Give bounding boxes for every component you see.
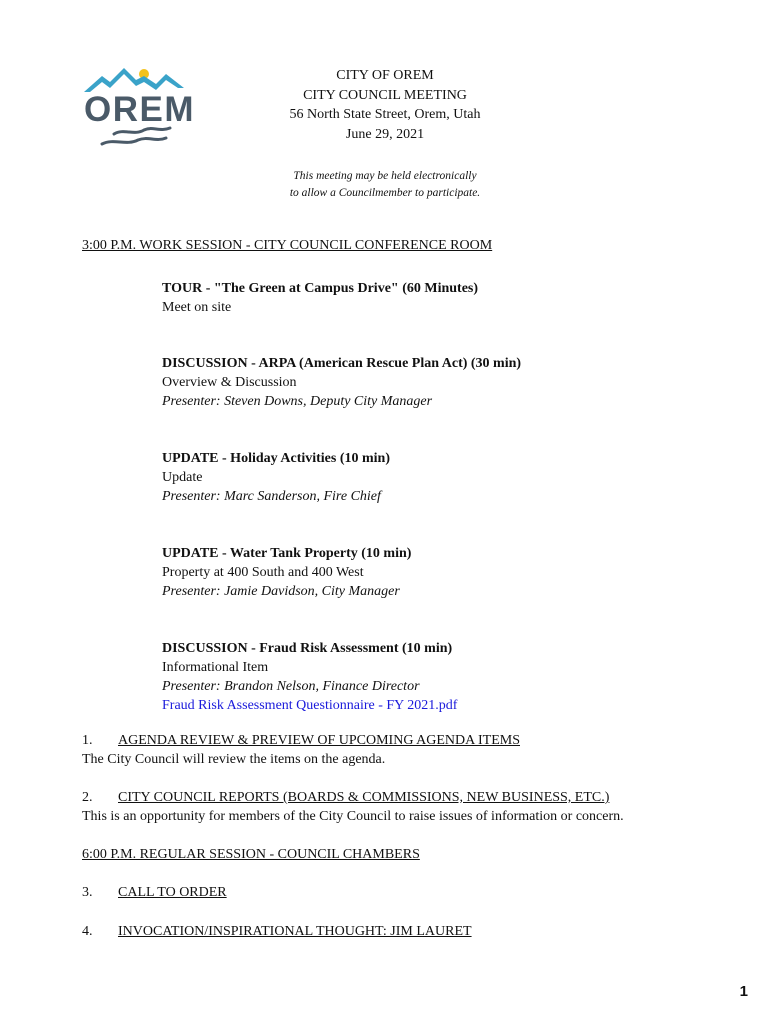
page-number: 1 [739, 983, 748, 1000]
agenda-item-4-number: 4. [82, 924, 93, 939]
work-item-title: DISCUSSION - Fraud Risk Assessment (10 min) [162, 641, 453, 656]
work-item-title: UPDATE - Holiday Activities (10 min) [162, 451, 391, 466]
work-item-title: UPDATE - Water Tank Property (10 min) [162, 546, 412, 561]
logo-text: OREM [84, 90, 195, 129]
work-item-fraud-risk [162, 639, 457, 715]
work-item-holiday [162, 449, 390, 506]
work-item-tour [162, 279, 478, 317]
agenda-item-1-desc: The City Council will review the items on the agenda. [82, 752, 386, 767]
note-line-2: to allow a Councilmember to participate. [289, 187, 481, 199]
work-session-heading: 3:00 P.M. WORK SESSION - CITY COUNCIL CONFERENCE ROOM [82, 238, 493, 253]
agenda-item-2-desc: This is an opportunity for members of the City Council to raise issues of information or concern. [82, 809, 624, 824]
fraud-questionnaire-link[interactable]: Fraud Risk Assessment Questionnaire - FY 2021.pdf [162, 698, 458, 713]
work-item-presenter: Presenter: Steven Downs, Deputy City Manager [162, 394, 433, 409]
meeting-header [0, 66, 770, 144]
work-item-presenter: Presenter: Brandon Nelson, Finance Director [162, 679, 420, 694]
agenda-item-2-title: CITY COUNCIL REPORTS (BOARDS & COMMISSIONS, NEW BUSINESS, ETC.) [118, 790, 610, 805]
header-address: 56 North State Street, Orem, Utah [289, 107, 481, 122]
electronic-note [0, 168, 770, 202]
work-item-desc: Property at 400 South and 400 West [162, 565, 364, 580]
work-item-desc: Meet on site [162, 300, 232, 315]
agenda-item-1-title: AGENDA REVIEW & PREVIEW OF UPCOMING AGENDA ITEMS [118, 733, 520, 748]
agenda-item-4-title: INVOCATION/INSPIRATIONAL THOUGHT: JIM LAURET [118, 924, 472, 939]
header-city: CITY OF OREM [336, 68, 434, 83]
work-item-arpa [162, 354, 521, 411]
work-item-presenter: Presenter: Marc Sanderson, Fire Chief [162, 489, 381, 504]
note-line-1: This meeting may be held electronically [293, 170, 477, 182]
work-item-water-tank [162, 544, 411, 601]
header-date: June 29, 2021 [345, 126, 425, 142]
agenda-item-3-title: CALL TO ORDER [118, 885, 227, 900]
work-item-desc: Informational Item [162, 660, 269, 675]
agenda-item-3-number: 3. [82, 885, 93, 900]
work-item-title: DISCUSSION - ARPA (American Rescue Plan Act) (30 min) [162, 356, 522, 371]
work-item-presenter: Presenter: Jamie Davidson, City Manager [162, 584, 400, 599]
work-item-desc: Overview & Discussion [162, 375, 297, 390]
agenda-item-1-number: 1. [82, 733, 93, 748]
agenda-item-2-number: 2. [82, 790, 93, 805]
header-meeting: CITY COUNCIL MEETING [303, 87, 467, 103]
work-item-desc: Update [162, 470, 203, 485]
work-item-title: TOUR - "The Green at Campus Drive" (60 Minutes) [162, 281, 479, 296]
regular-session-heading: 6:00 P.M. REGULAR SESSION - COUNCIL CHAMBERS [82, 847, 420, 862]
